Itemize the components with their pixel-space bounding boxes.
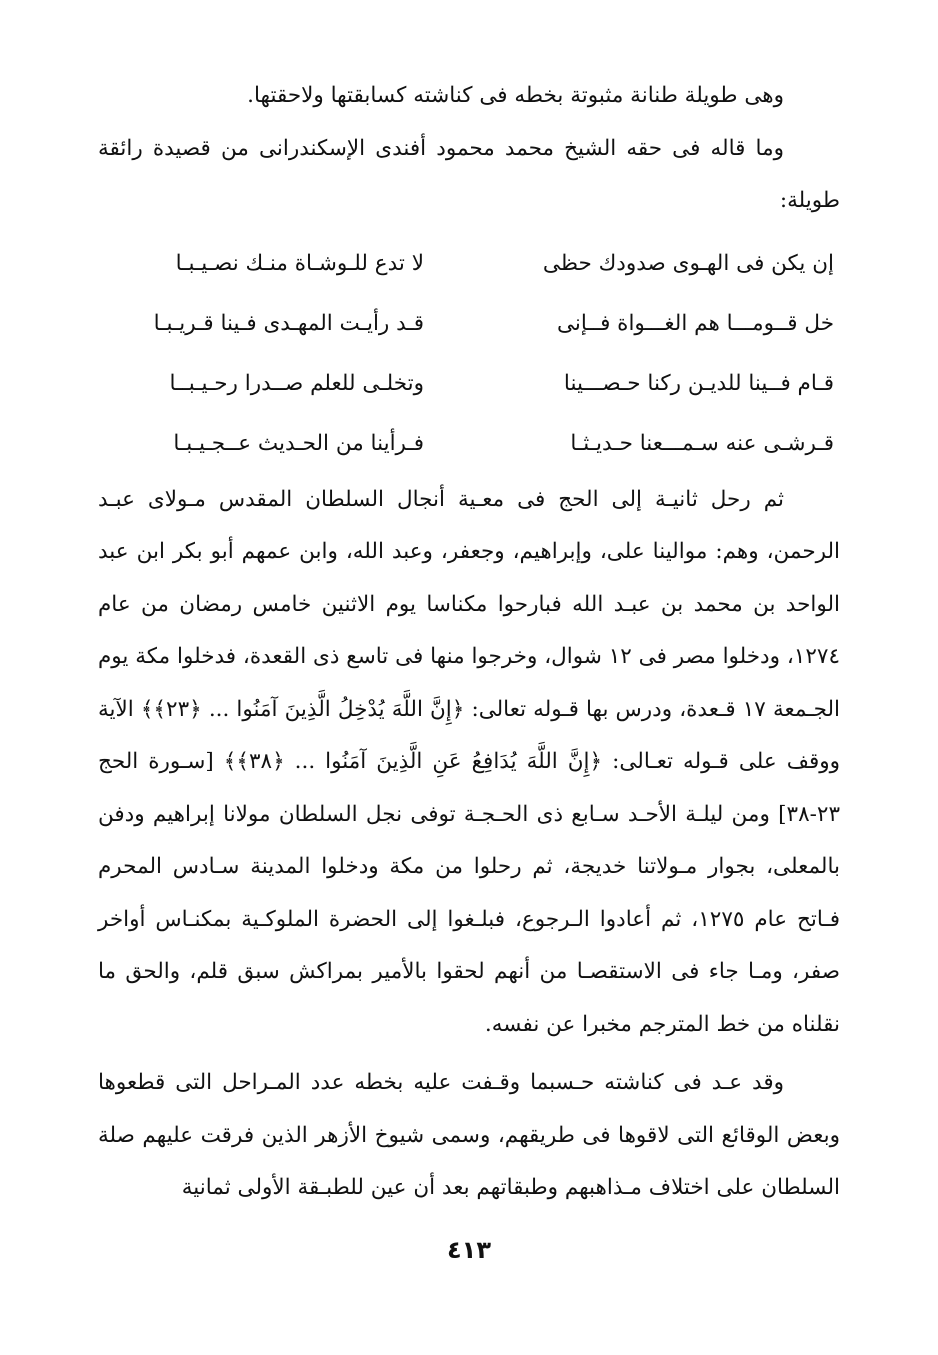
poem-second-hemistich: قـد رأيـت المهـدى فـينا قـريـبـا xyxy=(153,310,424,336)
paragraph-3-hajj-journey: ثم رحل ثانيـة إلى الحج فى معـية أنجال السلطان المقدس مـولاى عبـد الرحمن، وهم: موالينا على، وإبراهيم، وجعفر، وعبد الله، وابن عمهم أبو بكر ابن عبد الواحد بن محمد بن عبـد الله فبارحوا مكناسا يوم الاثنين خامس رمضان من عام ١٢٧٤، ودخلوا مصر فى ١٢ شوال، وخرجوا منها فى تاسع ذى القعدة، فدخلوا مكة يوم الجـمعة ١٧ قـعدة، ودرس بها قـوله تعالى: ﴿إِنَّ اللَّهَ يُدْخِلُ الَّذِينَ آمَنُوا ... ﴿٢٣﴾﴾ الآية ووقف على قـوله تعـالى: ﴿إِنَّ اللَّهَ يُدَافِعُ عَنِ الَّذِينَ آمَنُوا ... ﴿٣٨﴾﴾ [سـورة الحج ٢٣-٣٨] ومن ليلـة الأحـد سـابع ذى الحـجـة توفى نجل السلطان مولانا إبراهيم ودفن بالمعلى، بجوار مـولاتنا خديجة، ثم رحلوا من مكة ودخلوا المدينة سـادس المحرم فـاتح عام ١٢٧٥، ثم أعادوا الـرجوع، فبلـغوا إلى الحضرة الملوكـية بمكنـاس أواخر صفر، ومـا جاء فى الاستقصـا من أنهم لحقوا بالأمير بمراكش سبق قلم، والحق ما نقلناه من خط المترجم مخبرا عن نفسه. xyxy=(98,486,840,1037)
poem-verse xyxy=(98,414,840,474)
page-body xyxy=(98,70,840,1215)
paragraph-2-poem-intro: وما قاله فى حقه الشيخ محمد محمود أفندى الإسكندرانى من قصيدة رائقة طويلة: xyxy=(98,135,840,213)
poem-second-hemistich: فـرأينا من الحـديث عــجـيـبـا xyxy=(173,430,424,456)
poem-first-hemistich: قـام فــينا للديـن ركنا حـصـــينا xyxy=(563,370,834,396)
paragraph-4-notebook: وقد عـد فى كناشته حـسبما وقـفت عليه بخطه عدد المـراحل التى قطعوها وبعض الوقائع التى لاقوها فى طريقهم، وسمى شيوخ الأزهر الذين فرقت عليهم صلة السلطان على اختلاف مـذاهبهم وطبقاتهم بعد أن عين للطبـقة الأولى ثمانية xyxy=(98,1070,840,1200)
poem-verse xyxy=(98,354,840,414)
page-number: ٤١٣ xyxy=(447,1236,491,1264)
poem-first-hemistich: خل قــومـــا هم الغـــواة فــإنى xyxy=(557,310,834,336)
paragraph-1: وهى طويلة طنانة مثبوتة بخطه فى كناشته كسابقتها ولاحقتها. xyxy=(247,83,784,108)
poem-second-hemistich: لا تدع للـوشـاة منـك نصـيـبـا xyxy=(175,250,424,276)
poem-verse xyxy=(98,234,840,294)
poem-first-hemistich: قـرشـى عنه سـمـــعنا حـديـثـا xyxy=(570,430,834,456)
poem-verse xyxy=(98,294,840,354)
poem-second-hemistich: وتخلـى للعلم صــدرا رحـيـبــا xyxy=(169,370,424,396)
poem xyxy=(98,234,840,474)
poem-first-hemistich: إن يكن فى الهـوى صدودك حظى xyxy=(542,250,834,276)
